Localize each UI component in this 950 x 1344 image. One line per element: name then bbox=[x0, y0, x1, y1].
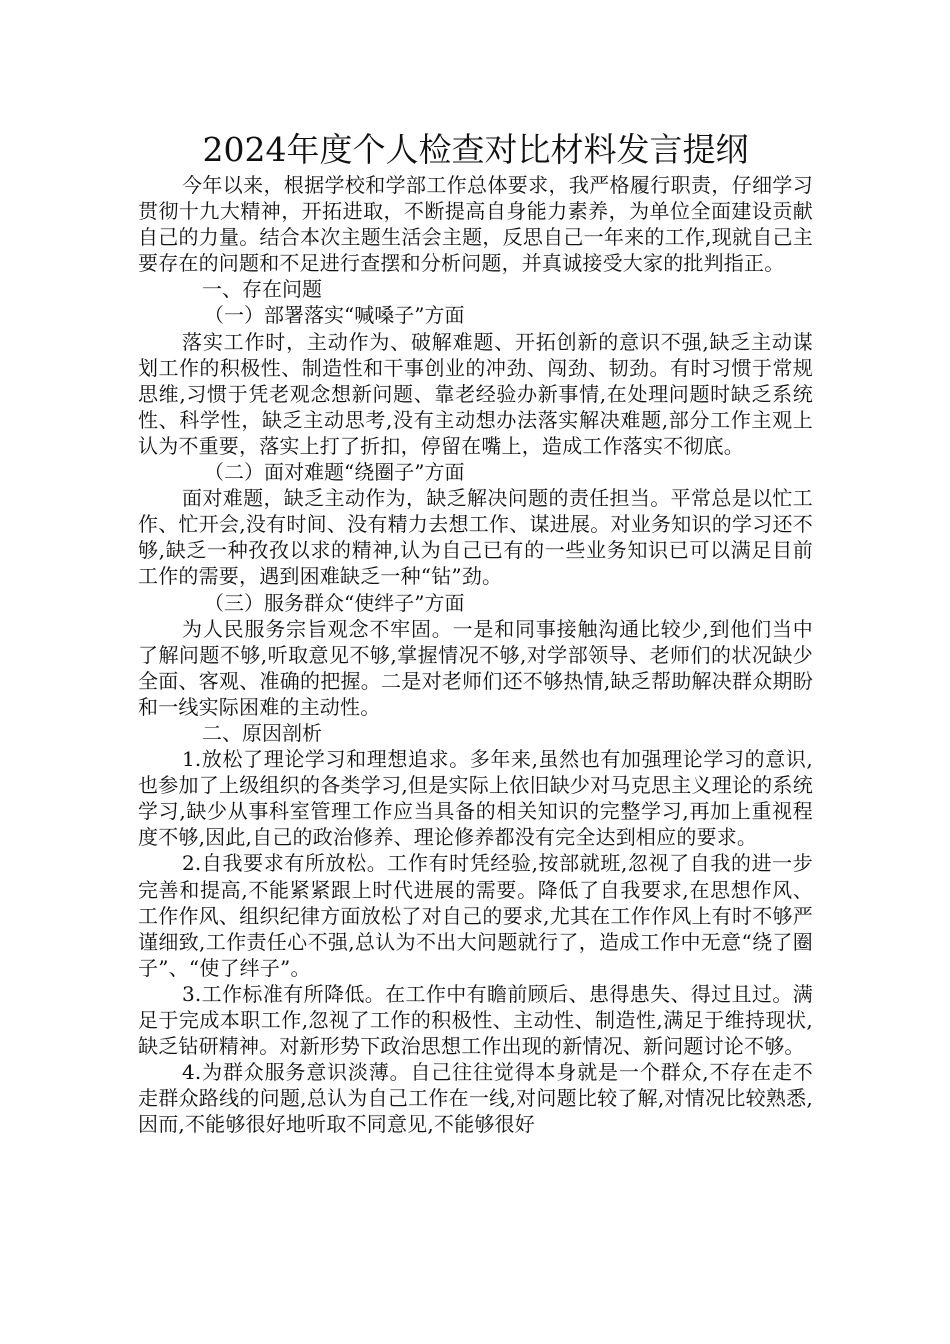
reason-paragraph-2: 2.自我要求有所放松。工作有时凭经验,按部就班,忽视了自我的进一步完善和提高,不能紧紧跟上时代进展的需要。降低了自我要求,在思想作风、工作作风、组织纪律方面放松了对自己的要求,尤其在工作作风上有时不够严谨细致,工作责任心不强,总认为不出大问题就行了，造成工作中无意“绕了圈子”、“使了绊子”。 bbox=[138, 851, 813, 980]
subsection-body-1: 落实工作时，主动作为、破解难题、开拓创新的意识不强,缺乏主动谋划工作的积极性、制造性和干事创业的冲劲、闯劲、韧劲。有时习惯于常规思维,习惯于凭老观念想新问题、靠老经验办新事情,在处理问题时缺乏系统性、科学性，缺乏主动思考,没有主动想办法落实解决难题,部分工作主观上认为不重要，落实上打了折扣，停留在嘴上，造成工作落实不彻底。 bbox=[138, 329, 813, 458]
intro-paragraph: 今年以来，根据学校和学部工作总体要求，我严格履行职责，仔细学习贯彻十九大精神，开拓进取，不断提高自身能力素养，为单位全面建设贡献自己的力量。结合本次主题生活会主题，反思自己一年来的工作,现就自己主要存在的问题和不足进行查摆和分析问题，并真诚接受大家的批判指正。 bbox=[138, 173, 813, 276]
section-heading-causes: 二、原因剖析 bbox=[202, 720, 322, 745]
subsection-heading-3: （三）服务群众“使绊子”方面 bbox=[204, 590, 465, 615]
subsection-heading-2: （二）面对难题“绕圈子”方面 bbox=[204, 460, 465, 485]
document-title: 2024年度个人检查对比材料发言提纲 bbox=[202, 130, 749, 169]
section-heading-problems: 一、存在问题 bbox=[202, 277, 322, 302]
subsection-body-2: 面对难题，缺乏主动作为，缺乏解决问题的责任担当。平常总是以忙工作、忙开会,没有时间、没有精力去想工作、谋进展。对业务知识的学习还不够,缺乏一种孜孜以求的精神,认为自己已有的一些业务知识已可以满足目前工作的需要，遇到困难缺乏一种“钻”劲。 bbox=[138, 486, 813, 589]
subsection-body-3: 为人民服务宗旨观念不牢固。一是和同事接触沟通比较少,到他们当中了解问题不够,听取意见不够,掌握情况不够,对学部领导、老师们的状况缺少全面、客观、准确的把握。二是对老师们还不够热情,缺乏帮助解决群众期盼和一线实际困难的主动性。 bbox=[138, 616, 813, 719]
reason-paragraph-4: 4.为群众服务意识淡薄。自己往往觉得本身就是一个群众,不存在走不走群众路线的问题,总认为自己工作在一线,对问题比较了解,对情况比较熟悉,因而,不能够很好地听取不同意见,不能够很好 bbox=[138, 1060, 813, 1137]
subsection-heading-1: （一）部署落实“喊嗓子”方面 bbox=[204, 303, 465, 328]
reason-paragraph-1: 1.放松了理论学习和理想追求。多年来,虽然也有加强理论学习的意识,也参加了上级组织的各类学习,但是实际上依旧缺少对马克思主义理论的系统学习,缺少从事科室管理工作应当具备的相关知识的完整学习,再加上重视程度不够,因此,自己的政治修养、理论修养都没有完全达到相应的要求。 bbox=[138, 747, 813, 850]
document-page bbox=[138, 128, 813, 1137]
reason-paragraph-3: 3.工作标准有所降低。在工作中有瞻前顾后、患得患失、得过且过。满足于完成本职工作,忽视了工作的积极性、主动性、制造性,满足于维持现状,缺乏钻研精神。对新形势下政治思想工作出现的新情况、新问题讨论不够。 bbox=[138, 981, 813, 1059]
